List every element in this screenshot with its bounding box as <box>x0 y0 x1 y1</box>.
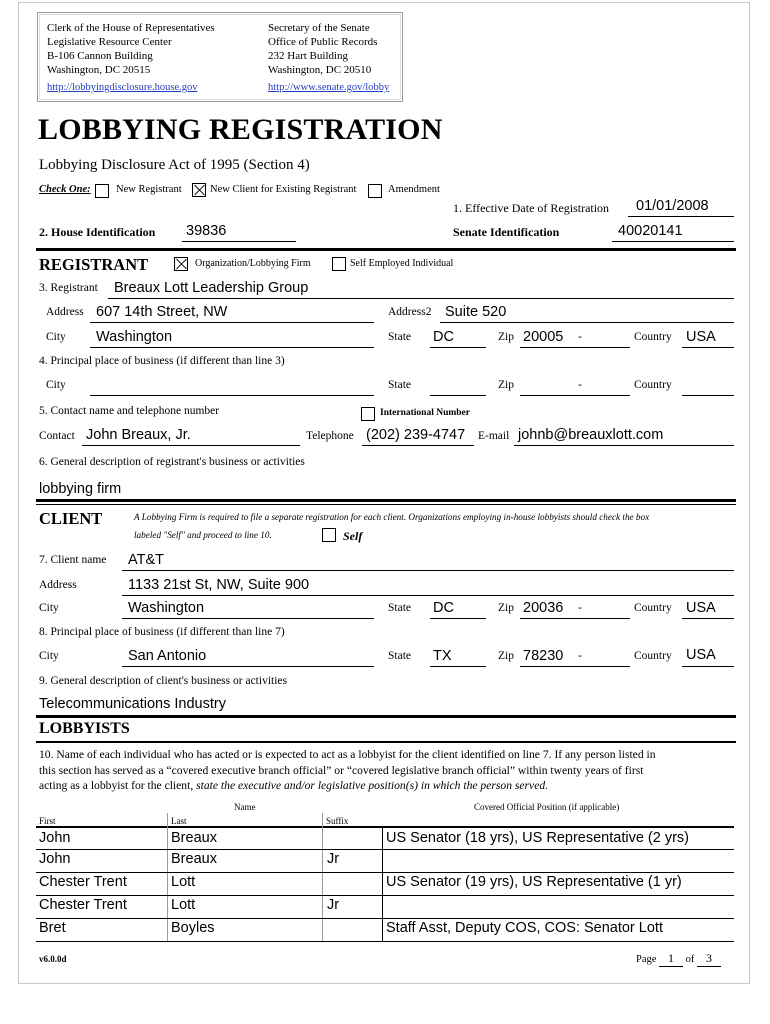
client-address[interactable]: 1133 21st St, NW, Suite 900 <box>128 577 310 593</box>
client-pzip[interactable]: 78230 <box>523 648 564 664</box>
registrant-principal-label: 4. Principal place of business (if different than line 3) <box>39 355 285 367</box>
registrant-state-label: State <box>388 331 411 343</box>
page-number: Page 1 of 3 <box>636 951 721 967</box>
table-row-3-position[interactable]: US Senator (19 yrs), US Representative (1 yr) <box>386 874 682 890</box>
principal-zip-dash: - <box>578 379 582 391</box>
lobbyists-rule <box>36 715 736 718</box>
registrant-name-label: 3. Registrant <box>39 282 98 294</box>
registrant-city-label: City <box>46 331 66 343</box>
table-row-1-last[interactable]: Breaux <box>171 830 217 846</box>
telephone-value[interactable]: (202) 239-4747 <box>366 427 466 443</box>
registrant-country[interactable]: USA <box>686 329 716 345</box>
senate-link[interactable]: http://www.senate.gov/lobby <box>268 82 390 93</box>
new-registrant-label: New Registrant <box>116 184 182 195</box>
client-pcountry-label: Country <box>634 650 672 662</box>
client-pcity[interactable]: San Antonio <box>128 648 207 664</box>
table-row-4-last[interactable]: Lott <box>171 897 196 913</box>
table-row-5-last[interactable]: Boyles <box>171 920 215 936</box>
table-row-3-last[interactable]: Lott <box>171 874 196 890</box>
page-subtitle: Lobbying Disclosure Act of 1995 (Section 4) <box>39 157 310 173</box>
table-row-1-position[interactable]: US Senator (18 yrs), US Representative (2 yrs) <box>386 830 689 846</box>
table-row-4-suffix[interactable]: Jr <box>327 897 340 913</box>
principal-state-label: State <box>388 379 411 391</box>
house-address: Clerk of the House of Representatives Legislative Resource Center B-106 Cannon Building Washington, DC 20515 <box>47 22 215 76</box>
org-label: Organization/Lobbying Firm <box>195 258 311 269</box>
effective-date-value[interactable]: 01/01/2008 <box>636 198 709 214</box>
registrant-zip-label: Zip <box>498 331 514 343</box>
registrant-state[interactable]: DC <box>433 329 454 345</box>
intl-number-checkbox[interactable] <box>361 407 375 421</box>
self-employed-checkbox[interactable] <box>332 257 346 271</box>
new-registrant-checkbox[interactable] <box>95 184 109 198</box>
registrant-heading: REGISTRANT <box>39 255 149 274</box>
registrant-address2[interactable]: Suite 520 <box>445 304 507 320</box>
client-desc-label: 9. General description of client's business or activities <box>39 675 287 687</box>
client-principal-label: 8. Principal place of business (if different than line 7) <box>39 626 285 638</box>
client-zip[interactable]: 20036 <box>523 600 564 616</box>
table-row-5-first[interactable]: Bret <box>39 920 66 936</box>
amendment-label: Amendment <box>388 184 440 195</box>
org-checkbox[interactable] <box>174 257 188 271</box>
client-pcountry[interactable]: USA <box>686 647 716 663</box>
house-id-value[interactable]: 39836 <box>186 223 227 239</box>
lobbyists-name-header: Name <box>234 802 256 812</box>
registrant-desc[interactable]: lobbying firm <box>39 481 122 497</box>
lobbyists-position-header: Covered Official Position (if applicable) <box>474 802 620 812</box>
effective-date-label: 1. Effective Date of Registration <box>453 201 610 215</box>
client-pstate-label: State <box>388 650 411 662</box>
registrant-name[interactable]: Breaux Lott Leadership Group <box>114 280 309 296</box>
client-zip-label: Zip <box>498 602 514 614</box>
registrant-desc-label: 6. General description of registrant's business or activities <box>39 456 305 468</box>
table-row-2-first[interactable]: John <box>39 851 71 867</box>
table-row-2-suffix[interactable]: Jr <box>327 851 340 867</box>
senate-id-label: Senate Identification <box>453 225 560 239</box>
client-country-label: Country <box>634 602 672 614</box>
registrant-rule <box>36 248 736 251</box>
contact-name[interactable]: John Breaux, Jr. <box>86 427 191 443</box>
email-value[interactable]: johnb@breauxlott.com <box>518 427 664 443</box>
table-row-2-last[interactable]: Breaux <box>171 851 217 867</box>
client-pcity-label: City <box>39 650 59 662</box>
check-one-label: Check One: <box>39 184 91 195</box>
new-client-checkbox[interactable] <box>192 183 206 197</box>
registrant-address[interactable]: 607 14th Street, NW <box>96 304 228 320</box>
client-state-label: State <box>388 602 411 614</box>
registrant-city[interactable]: Washington <box>96 329 173 345</box>
principal-city-label: City <box>46 379 66 391</box>
email-label: E-mail <box>478 430 510 442</box>
amendment-checkbox[interactable] <box>368 184 382 198</box>
new-client-label: New Client for Existing Registrant <box>210 184 357 195</box>
client-city[interactable]: Washington <box>128 600 205 616</box>
self-employed-label: Self Employed Individual <box>350 258 454 269</box>
client-pzip-dash: - <box>578 650 582 662</box>
client-desc[interactable]: Telecommunications Industry <box>39 696 226 712</box>
telephone-label: Telephone <box>306 430 354 442</box>
senate-id-value[interactable]: 40020141 <box>618 223 683 239</box>
page-title: LOBBYING REGISTRATION <box>38 113 443 146</box>
client-rule <box>36 499 736 502</box>
client-pstate[interactable]: TX <box>433 648 452 664</box>
registrant-address-label: Address <box>46 306 84 318</box>
client-name-label: 7. Client name <box>39 554 107 566</box>
client-pzip-label: Zip <box>498 650 514 662</box>
lobbyists-first-header: First <box>39 816 56 826</box>
principal-country-label: Country <box>634 379 672 391</box>
version-label: v6.0.0d <box>39 954 67 964</box>
client-self-checkbox[interactable] <box>322 528 336 542</box>
table-row-1-first[interactable]: John <box>39 830 71 846</box>
client-note-2: labeled "Self" and proceed to line 10. <box>134 530 272 540</box>
client-note-1: A Lobbying Firm is required to file a separate registration for each client. Organizations employing in-house lobbyists should check the box <box>134 512 650 522</box>
client-name[interactable]: AT&T <box>128 552 164 568</box>
client-city-label: City <box>39 602 59 614</box>
house-id-label: 2. House Identification <box>39 225 156 239</box>
table-row-5-position[interactable]: Staff Asst, Deputy COS, COS: Senator Lott <box>386 920 663 936</box>
contact-section-label: 5. Contact name and telephone number <box>39 405 220 417</box>
table-row-4-first[interactable]: Chester Trent <box>39 897 127 913</box>
lobbyists-heading: LOBBYISTS <box>39 720 130 737</box>
lobbyists-suffix-header: Suffix <box>326 816 349 826</box>
registrant-zip[interactable]: 20005 <box>523 329 564 345</box>
senate-address: Secretary of the Senate Office of Public Records 232 Hart Building Washington, DC 20510 <box>268 22 378 76</box>
client-heading: CLIENT <box>39 509 103 528</box>
registrant-zip-dash: - <box>578 331 582 343</box>
table-row-3-first[interactable]: Chester Trent <box>39 874 127 890</box>
house-link[interactable]: http://lobbyingdisclosure.house.gov <box>47 82 198 93</box>
registrant-country-label: Country <box>634 331 672 343</box>
client-country[interactable]: USA <box>686 600 716 616</box>
lobbyists-instructions: 10. Name of each individual who has acted or is expected to act as a lobbyist for the client identified on line 7. If any person listed in this section has served as a “covered executive branch official” or “covered legislative branch official” within twenty years of first acting as a lobbyist for the client, state the executive and/or legislative position(s) in which the person served. <box>39 748 656 792</box>
client-self-label: Self <box>343 529 363 543</box>
lobbyists-last-header: Last <box>171 816 187 826</box>
contact-label: Contact <box>39 430 75 442</box>
client-zip-dash: - <box>578 602 582 614</box>
principal-zip-label: Zip <box>498 379 514 391</box>
registrant-address2-label: Address2 <box>388 306 432 318</box>
intl-number-label: International Number <box>380 408 470 418</box>
client-state[interactable]: DC <box>433 600 454 616</box>
client-address-label: Address <box>39 579 77 591</box>
